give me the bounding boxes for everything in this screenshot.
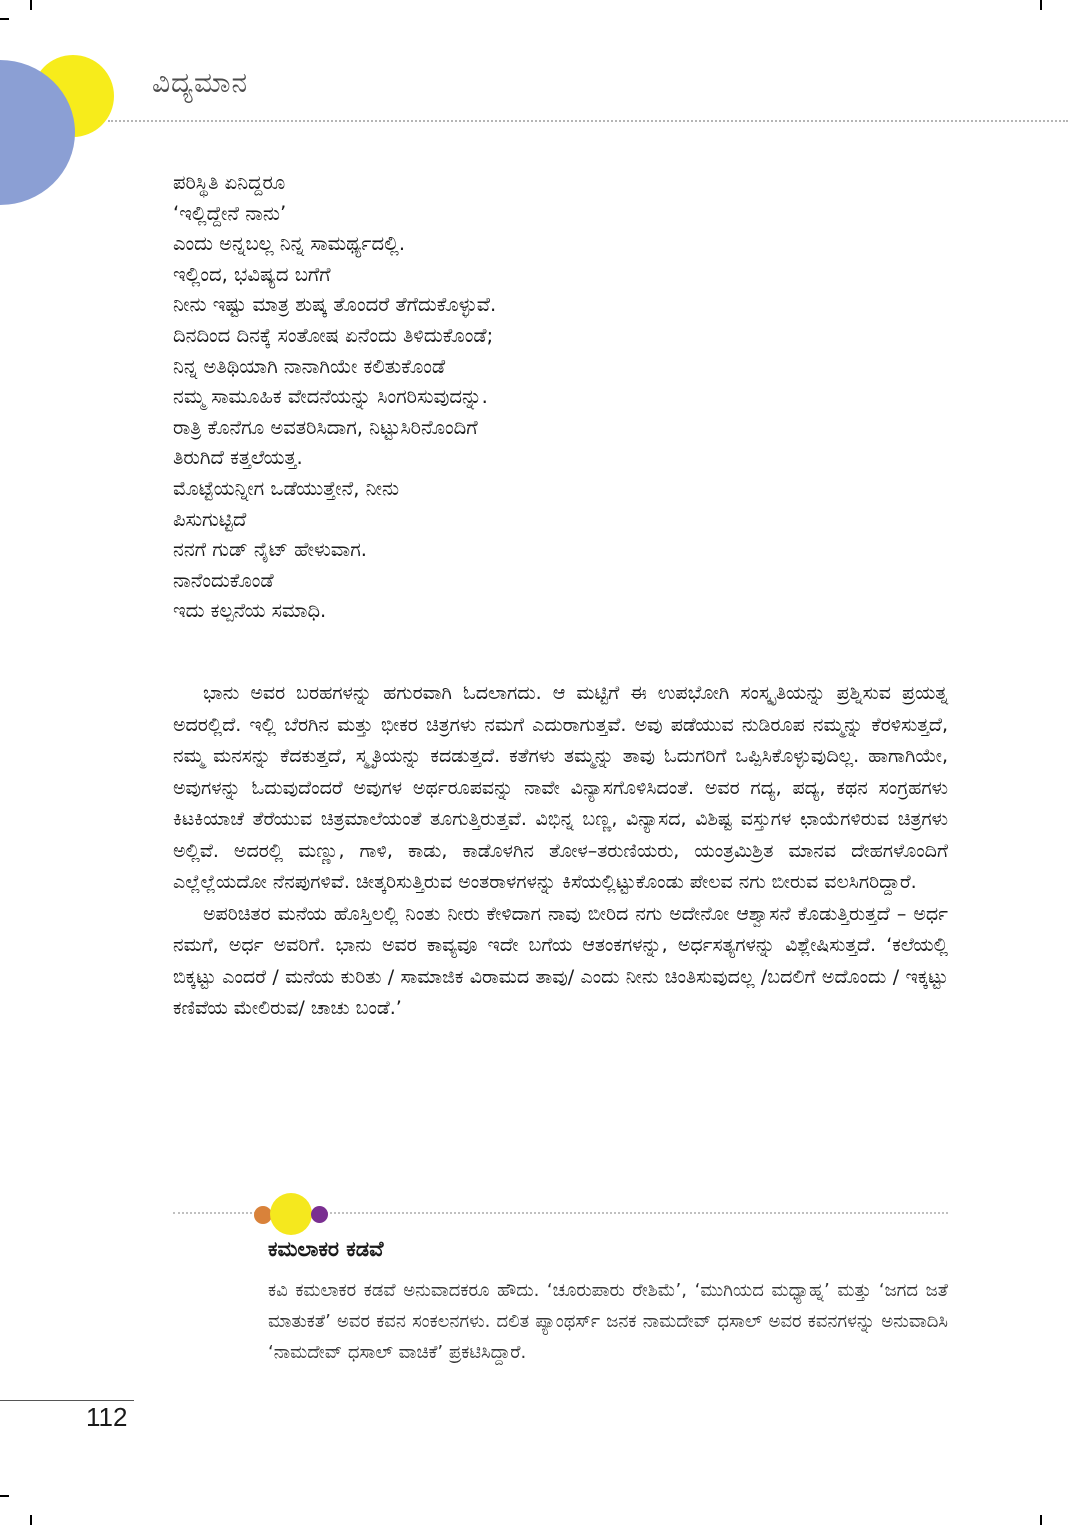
poem-block — [173, 168, 953, 627]
poem-line: ಮೊಟ್ಟೆಯನ್ನೀಗ ಒಡೆಯುತ್ತೇನೆ, ನೀನು — [173, 476, 400, 500]
author-bio: ಕವಿ ಕಮಲಾಕರ ಕಡವೆ ಅನುವಾದಕರೂ ಹೌದು. ‘ಚೂರುಪಾರು ರೇಶಿಮೆ’, ‘ಮುಗಿಯದ ಮಧ್ಯಾಹ್ನ’ ಮತ್ತು ‘ಜಗದ ಜತೆ ಮಾತುಕತೆ’ ಅವರ ಕವನ ಸಂಕಲನಗಳು. ದಲಿತ ಪ್ಯಾಂಥರ್ಸ್ ಜನಕ ನಾಮದೇವ್ ಧಸಾಲ್ ಅವರ ಕವನಗಳನ್ನು ಅನುವಾದಿಸಿ ‘ನಾಮದೇವ್ ಧಸಾಲ್ ವಾಚಿಕೆ’ ಪ್ರಕಟಿಸಿದ್ದಾರೆ. — [268, 1280, 948, 1363]
commentary-block — [173, 678, 948, 1025]
header-dotted-divider — [108, 120, 1068, 122]
crop-mark — [30, 0, 32, 10]
poem-line: ನಾನೆಂದುಕೊಂಡೆ — [173, 568, 274, 592]
poem-line: ನಮ್ಮ ಸಾಮೂಹಿಕ ವೇದನೆಯನ್ನು ಸಿಂಗರಿಸುವುದನ್ನು. — [173, 385, 488, 409]
crop-mark — [1040, 0, 1042, 10]
poem-line: ಇಲ್ಲಿಂದ, ಭವಿಷ್ಯದ ಬಗೆಗೆ — [173, 262, 331, 286]
crop-mark — [0, 1495, 9, 1497]
crop-mark — [1040, 1515, 1042, 1525]
author-name: ಕಮಲಾಕರ ಕಡವೆ — [268, 1237, 384, 1261]
yellow-dot-decoration — [270, 1193, 312, 1235]
poem-line: ನನಗೆ ಗುಡ್ ನೈಟ್ ಹೇಳುವಾಗ. — [173, 538, 367, 562]
page-number-rule — [0, 1400, 134, 1401]
section-title: ವಿದ್ಯಮಾನ — [152, 66, 249, 99]
poem-line: ನೀನು ಇಷ್ಟು ಮಾತ್ರ ಶುಷ್ಕ ತೊಂದರೆ ತೆಗೆದುಕೊಳ್ಳುವೆ. — [173, 293, 497, 317]
poem-line: ಇದು ಕಲ್ಪನೆಯ ಸಮಾಧಿ. — [173, 599, 327, 623]
poem-line: ಪಿಸುಗುಟ್ಟಿದೆ — [173, 507, 247, 531]
poem-line: ರಾತ್ರಿ ಕೊನೆಗೂ ಅವತರಿಸಿದಾಗ, ನಿಟ್ಟುಸಿರಿನೊಂದಿಗೆ — [173, 415, 478, 439]
commentary-paragraph: ಅಪರಿಚಿತರ ಮನೆಯ ಹೊಸ್ತಿಲಲ್ಲಿ ನಿಂತು ನೀರು ಕೇಳಿದಾಗ ನಾವು ಬೀರಿದ ನಗು ಅದೇನೋ ಆಶ್ವಾಸನೆ ಕೊಡುತ್ತಿರುತ್ತದೆ – ಅರ್ಧ ನಮಗೆ, ಅರ್ಧ ಅವರಿಗೆ. ಭಾನು ಅವರ ಕಾವ್ಯವೂ ಇದೇ ಬಗೆಯ ಆತಂಕಗಳನ್ನು, ಅರ್ಧಸತ್ಯಗಳನ್ನು ವಿಶ್ಲೇಷಿಸುತ್ತದೆ. ‘ಕಲೆಯಲ್ಲಿ ಬಿಕ್ಕಟ್ಟು ಎಂದರೆ / ಮನೆಯ ಕುರಿತು / ಸಾಮಾಜಿಕ ವಿರಾಮದ ತಾವು/ ಎಂದು ನೀನು ಚಿಂತಿಸುವುದಲ್ಲ /ಬದಲಿಗೆ ಅದೊಂದು / ಇಕ್ಕಟ್ಟು ಕಣಿವೆಯ ಮೇಲಿರುವ/ ಚಾಚು ಬಂಡೆ.’ — [173, 902, 948, 1019]
page-number: 112 — [86, 1402, 128, 1432]
poem-line: ಪರಿಸ್ಥಿತಿ ಏನಿದ್ದರೂ — [173, 171, 286, 194]
poem-line: ದಿನದಿಂದ ದಿನಕ್ಕೆ ಸಂತೋಷ ಏನೆಂದು ತಿಳಿದುಕೊಂಡೆ; — [173, 323, 494, 347]
purple-dot-decoration — [311, 1206, 328, 1223]
poem-line: ‘ಇಲ್ಲಿದ್ದೇನೆ ನಾನು’ — [173, 201, 287, 225]
poem-line: ತಿರುಗಿದೆ ಕತ್ತಲೆಯತ್ತ. — [173, 446, 303, 470]
crop-mark — [30, 1515, 32, 1525]
poem-line: ಎಂದು ಅನ್ನಬಲ್ಲ ನಿನ್ನ ಸಾಮರ್ಥ್ಯದಲ್ಲಿ. — [173, 232, 406, 256]
poem-line: ನಿನ್ನ ಅತಿಥಿಯಾಗಿ ನಾನಾಗಿಯೇ ಕಲಿತುಕೊಂಡೆ — [173, 354, 446, 378]
commentary-paragraph: ಭಾನು ಅವರ ಬರಹಗಳನ್ನು ಹಗುರವಾಗಿ ಓದಲಾಗದು. ಆ ಮಟ್ಟಿಗೆ ಈ ಉಪಭೋಗಿ ಸಂಸ್ಕೃತಿಯನ್ನು ಪ್ರಶ್ನಿಸುವ ಪ್ರಯತ್ನ ಅದರಲ್ಲಿದೆ. ಇಲ್ಲಿ ಬೆರಗಿನ ಮತ್ತು ಭೀಕರ ಚಿತ್ರಗಳು ನಮಗೆ ಎದುರಾಗುತ್ತವೆ. ಅವು ಪಡೆಯುವ ನುಡಿರೂಪ ನಮ್ಮನ್ನು ಕೆರಳಿಸುತ್ತದೆ, ನಮ್ಮ ಮನಸನ್ನು ಕೆದಕುತ್ತದೆ, ಸ್ಮೃತಿಯನ್ನು ಕದಡುತ್ತದೆ. ಕತೆಗಳು ತಮ್ಮನ್ನು ತಾವು ಓದುಗರಿಗೆ ಒಪ್ಪಿಸಿಕೊಳ್ಳುವುದಿಲ್ಲ. ಹಾಗಾಗಿಯೇ, ಅವುಗಳನ್ನು ಓದುವುದೆಂದರೆ ಅವುಗಳ ಅರ್ಥರೂಪವನ್ನು ನಾವೇ ವಿನ್ಯಾಸಗೊಳಿಸಿದಂತೆ. ಅವರ ಗದ್ಯ, ಪದ್ಯ, ಕಥನ ಸಂಗ್ರಹಗಳು ಕಿಟಕಿಯಾಚೆ ತೆರೆಯುವ ಚಿತ್ರಮಾಲೆಯಂತೆ ತೂಗುತ್ತಿರುತ್ತವೆ. ವಿಭಿನ್ನ ಬಣ್ಣ, ವಿನ್ಯಾಸದ, ವಿಶಿಷ್ಟ ವಸ್ತುಗಳ ಛಾಯೆಗಳಿರುವ ಚಿತ್ರಗಳು ಅಲ್ಲಿವೆ. ಅದರಲ್ಲಿ ಮಣ್ಣು, ಗಾಳಿ, ಕಾಡು, ಕಾಡೊಳಗಿನ ತೋಳ–ತರುಣಿಯರು, ಯಂತ್ರಮಿಶ್ರಿತ ಮಾನವ ದೇಹಗಳೊಂದಿಗೆ ಎಲ್ಲೆಲ್ಲೆಯದೋ ನೆನಪುಗಳಿವೆ. ಚೀತ್ಕರಿಸುತ್ತಿರುವ ಅಂತರಾಳಗಳನ್ನು ಕಿಸೆಯಲ್ಲಿಟ್ಟುಕೊಂಡು ಪೇಲವ ನಗು ಬೀರುವ ವಲಸಿಗರಿದ್ದಾರೆ. — [173, 682, 948, 893]
crop-mark — [0, 18, 9, 20]
